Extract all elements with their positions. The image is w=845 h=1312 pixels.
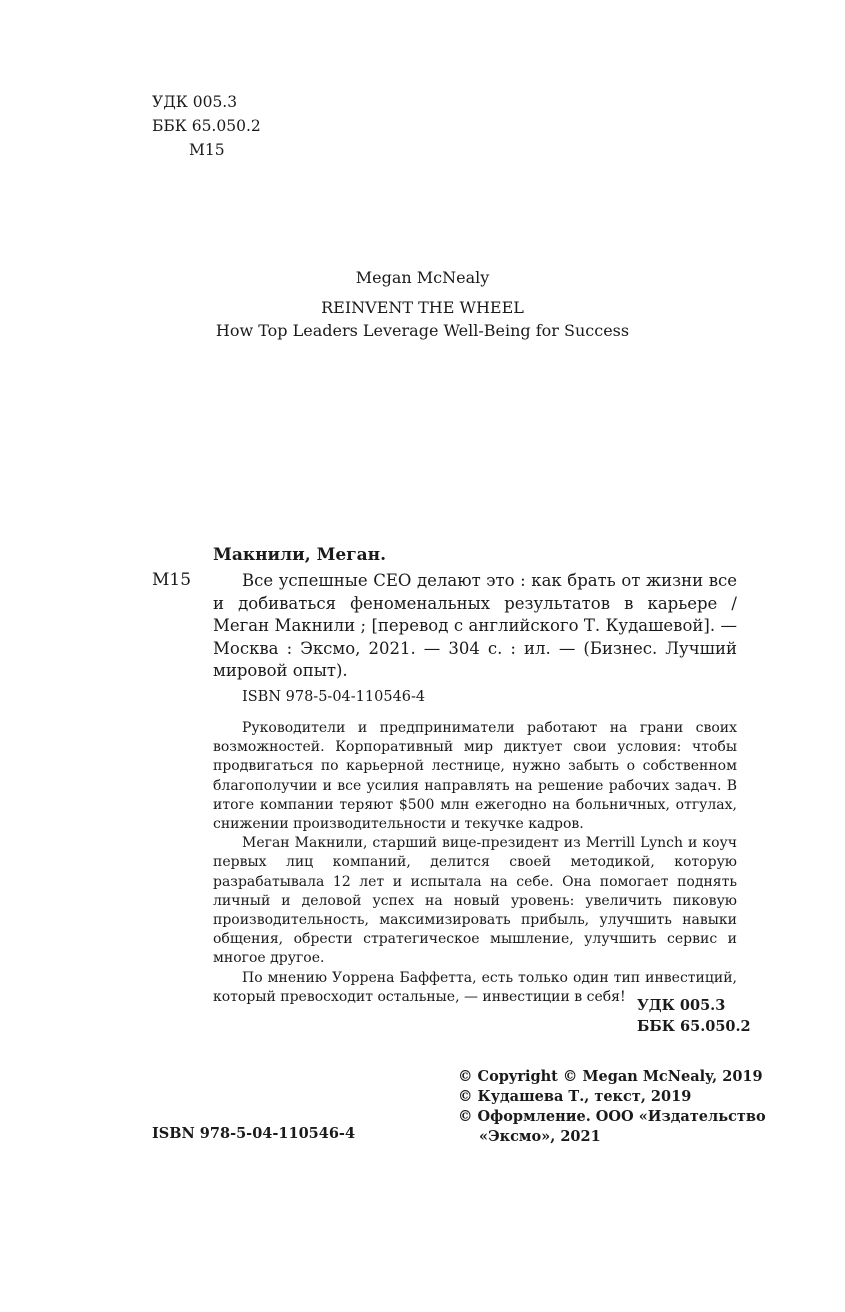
annotation <box>213 719 737 1007</box>
bottom-bbk-code: ББК 65.050.2 <box>637 1018 751 1035</box>
annotation-paragraph: Руководители и предприниматели работают на грани своих возможностей. Корпоративный мир диктует свои условия: чтобы продвигаться по карьерной лестнице, нужно забыть о собственном благополучии и все усилия направлять на решение рабочих задач. В итоге компании теряют $500 млн ежегодно на больничных, отгулах, снижении производительности и текучке кадров. <box>213 720 737 833</box>
original-author: Megan McNealy <box>355 268 490 287</box>
original-subtitle: How Top Leaders Leverage Well-Being for Success <box>215 321 630 340</box>
copyright-block <box>458 1067 766 1147</box>
entry-author-sign: М15 <box>152 570 192 590</box>
copyright-line: «Эксмо», 2021 <box>479 1128 601 1145</box>
entry-isbn: ISBN 978-5-04-110546-4 <box>242 689 426 705</box>
copyright-line: © Copyright © Megan McNealy, 2019 <box>458 1068 763 1085</box>
bottom-isbn: ISBN 978-5-04-110546-4 <box>152 1125 356 1142</box>
author-mark: М15 <box>189 141 225 159</box>
bibliographic-description: Все успешные CEO делают это : как брать от жизни все и добиваться феноменальных результатов в карьере / Меган Макнили ; [перевод с английского Т. Кудашевой]. — Москва : Эксмо, 2021. — 304 с. : ил. — (Бизнес. Лучший мировой опыт). <box>213 571 737 680</box>
bottom-classification-codes <box>637 995 751 1037</box>
annotation-paragraph: Меган Макнили, старший вице-президент из Merrill Lynch и коуч первых лиц компаний, делится своей методикой, которую разрабатывала 12 лет и испытала на себе. Она помогает поднять личный и деловой успех на новый уровень: увеличить пиковую производительность, максимизировать прибыль, улучшить навыки общения, обрести стратегическое мышление, улучшить сервис и многое другое. <box>213 835 737 967</box>
original-title: REINVENT THE WHEEL <box>321 298 524 317</box>
bottom-udk-code: УДК 005.3 <box>637 997 726 1014</box>
bbk-code: ББК 65.050.2 <box>152 117 261 135</box>
udk-code: УДК 005.3 <box>152 93 238 111</box>
entry-author-heading: Макнили, Меган. <box>213 545 387 565</box>
copyright-line: © Оформление. ООО «Издательство <box>458 1108 766 1125</box>
annotation-paragraph: По мнению Уоррена Баффетта, есть только один тип инвестиций, который превосходит остальные, — инвестиции в себя! <box>213 969 737 1005</box>
copyright-line: © Кудашева Т., текст, 2019 <box>458 1088 692 1105</box>
classification-codes <box>152 90 261 162</box>
